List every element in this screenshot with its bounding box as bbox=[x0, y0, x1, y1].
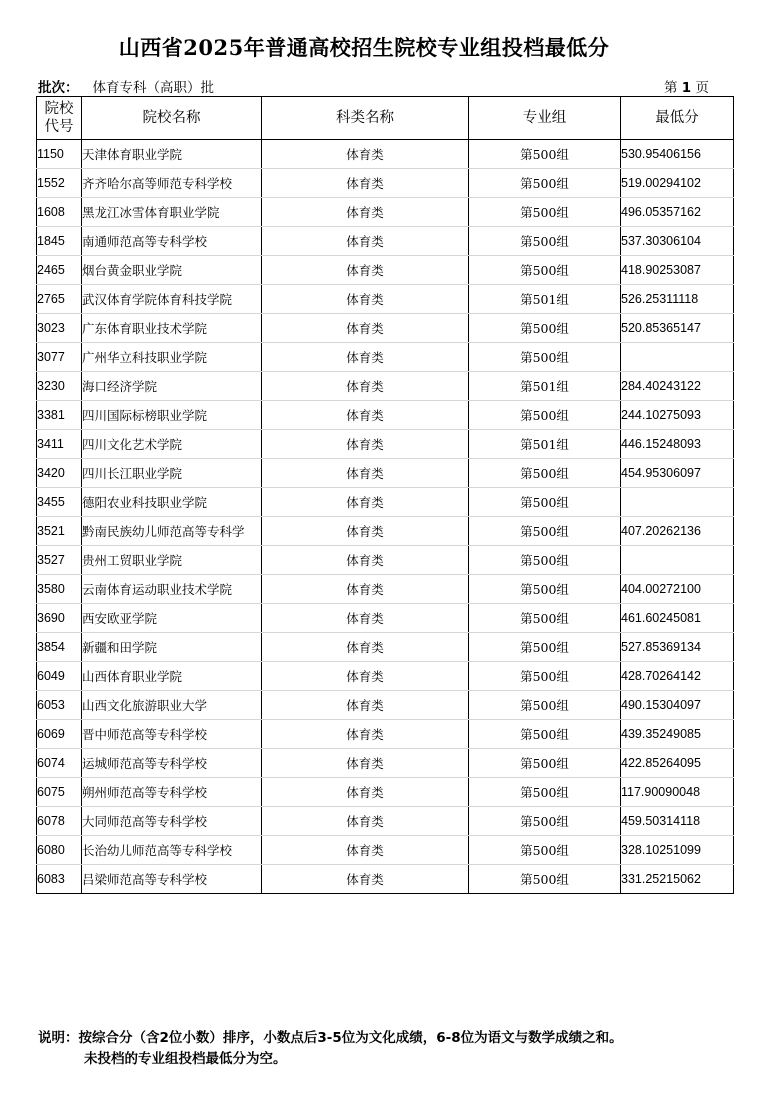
cell-group: 第500组 bbox=[469, 633, 621, 662]
cell-group: 第500组 bbox=[469, 749, 621, 778]
cell-category: 体育类 bbox=[262, 836, 469, 865]
cell-school: 黔南民族幼儿师范高等专科学 bbox=[82, 517, 262, 546]
table-row bbox=[37, 720, 734, 749]
cell-group: 第500组 bbox=[469, 662, 621, 691]
cell-score: 527.85369134 bbox=[621, 633, 734, 662]
cell-code: 1608 bbox=[37, 198, 82, 227]
cell-score: 530.95406156 bbox=[621, 140, 734, 169]
table-row bbox=[37, 836, 734, 865]
cell-category: 体育类 bbox=[262, 604, 469, 633]
batch-value: 体育专科（高职）批 bbox=[92, 80, 214, 96]
cell-code: 3580 bbox=[37, 575, 82, 604]
cell-school: 四川文化艺术学院 bbox=[82, 430, 262, 459]
cell-score: 520.85365147 bbox=[621, 314, 734, 343]
cell-code: 6049 bbox=[37, 662, 82, 691]
cell-code: 3854 bbox=[37, 633, 82, 662]
cell-score bbox=[621, 546, 734, 575]
score-table bbox=[36, 96, 734, 894]
cell-school: 长治幼儿师范高等专科学校 bbox=[82, 836, 262, 865]
cell-code: 2765 bbox=[37, 285, 82, 314]
cell-school: 山西体育职业学院 bbox=[82, 662, 262, 691]
cell-group: 第500组 bbox=[469, 314, 621, 343]
cell-code: 3230 bbox=[37, 372, 82, 401]
cell-score: 537.30306104 bbox=[621, 227, 734, 256]
cell-school: 德阳农业科技职业学院 bbox=[82, 488, 262, 517]
cell-category: 体育类 bbox=[262, 865, 469, 894]
cell-category: 体育类 bbox=[262, 256, 469, 285]
cell-group: 第500组 bbox=[469, 575, 621, 604]
cell-code: 6053 bbox=[37, 691, 82, 720]
table-row bbox=[37, 807, 734, 836]
cell-code: 2465 bbox=[37, 256, 82, 285]
table-row bbox=[37, 285, 734, 314]
cell-school: 广州华立科技职业学院 bbox=[82, 343, 262, 372]
cell-score: 418.90253087 bbox=[621, 256, 734, 285]
cell-code: 3521 bbox=[37, 517, 82, 546]
cell-category: 体育类 bbox=[262, 633, 469, 662]
cell-code: 3455 bbox=[37, 488, 82, 517]
cell-group: 第500组 bbox=[469, 807, 621, 836]
cell-group: 第500组 bbox=[469, 140, 621, 169]
footnote-label: 说明： bbox=[38, 1030, 79, 1046]
footnote-line-2: 未投档的专业组投档最低分为空。 bbox=[84, 1051, 287, 1067]
cell-group: 第500组 bbox=[469, 691, 621, 720]
cell-score: 526.25311118 bbox=[621, 285, 734, 314]
page-title: 山西省2025年普通高校招生院校专业组投档最低分 bbox=[118, 35, 610, 60]
cell-score: 459.50314118 bbox=[621, 807, 734, 836]
cell-category: 体育类 bbox=[262, 517, 469, 546]
cell-category: 体育类 bbox=[262, 546, 469, 575]
cell-category: 体育类 bbox=[262, 285, 469, 314]
cell-score: 439.35249085 bbox=[621, 720, 734, 749]
cell-school: 晋中师范高等专科学校 bbox=[82, 720, 262, 749]
cell-score: 328.10251099 bbox=[621, 836, 734, 865]
cell-category: 体育类 bbox=[262, 430, 469, 459]
cell-school: 武汉体育学院体育科技学院 bbox=[82, 285, 262, 314]
cell-category: 体育类 bbox=[262, 662, 469, 691]
footnote-text-1: 按综合分（含2位小数）排序，小数点后3-5位为文化成绩，6-8位为语文与数学成绩之和。 bbox=[78, 1030, 623, 1046]
cell-category: 体育类 bbox=[262, 314, 469, 343]
cell-group: 第500组 bbox=[469, 459, 621, 488]
cell-code: 6069 bbox=[37, 720, 82, 749]
cell-code: 3381 bbox=[37, 401, 82, 430]
table-row bbox=[37, 459, 734, 488]
cell-score: 519.00294102 bbox=[621, 169, 734, 198]
cell-group: 第500组 bbox=[469, 720, 621, 749]
cell-group: 第501组 bbox=[469, 372, 621, 401]
cell-code: 3023 bbox=[37, 314, 82, 343]
table-row bbox=[37, 691, 734, 720]
cell-score: 331.25215062 bbox=[621, 865, 734, 894]
cell-school: 黑龙江冰雪体育职业学院 bbox=[82, 198, 262, 227]
cell-category: 体育类 bbox=[262, 488, 469, 517]
cell-code: 6080 bbox=[37, 836, 82, 865]
table-row bbox=[37, 517, 734, 546]
cell-school: 朔州师范高等专科学校 bbox=[82, 778, 262, 807]
cell-school: 四川长江职业学院 bbox=[82, 459, 262, 488]
batch-info bbox=[38, 76, 214, 96]
cell-group: 第500组 bbox=[469, 488, 621, 517]
cell-group: 第500组 bbox=[469, 517, 621, 546]
table-row bbox=[37, 372, 734, 401]
table-row bbox=[37, 865, 734, 894]
cell-category: 体育类 bbox=[262, 575, 469, 604]
cell-code: 6075 bbox=[37, 778, 82, 807]
table-row bbox=[37, 169, 734, 198]
cell-school: 运城师范高等专科学校 bbox=[82, 749, 262, 778]
table-row bbox=[37, 314, 734, 343]
cell-group: 第500组 bbox=[469, 865, 621, 894]
page-suffix: 页 bbox=[695, 80, 709, 96]
table-row bbox=[37, 198, 734, 227]
cell-category: 体育类 bbox=[262, 459, 469, 488]
header-code-label: 院校 代号 bbox=[44, 101, 74, 135]
cell-group: 第500组 bbox=[469, 778, 621, 807]
cell-code: 6078 bbox=[37, 807, 82, 836]
cell-code: 6074 bbox=[37, 749, 82, 778]
cell-score: 490.15304097 bbox=[621, 691, 734, 720]
cell-group: 第500组 bbox=[469, 256, 621, 285]
cell-code: 1150 bbox=[37, 140, 82, 169]
page-number-value: 1 bbox=[681, 80, 692, 96]
cell-school: 云南体育运动职业技术学院 bbox=[82, 575, 262, 604]
cell-group: 第500组 bbox=[469, 604, 621, 633]
cell-category: 体育类 bbox=[262, 140, 469, 169]
cell-school: 广东体育职业技术学院 bbox=[82, 314, 262, 343]
page-prefix: 第 bbox=[664, 80, 678, 96]
cell-school: 南通师范高等专科学校 bbox=[82, 227, 262, 256]
cell-group: 第500组 bbox=[469, 198, 621, 227]
cell-category: 体育类 bbox=[262, 372, 469, 401]
footnote-line-1 bbox=[38, 1028, 623, 1049]
cell-code: 3411 bbox=[37, 430, 82, 459]
cell-score: 422.85264095 bbox=[621, 749, 734, 778]
batch-label: 批次： bbox=[38, 80, 79, 96]
cell-score: 446.15248093 bbox=[621, 430, 734, 459]
cell-category: 体育类 bbox=[262, 778, 469, 807]
cell-code: 3690 bbox=[37, 604, 82, 633]
cell-school: 西安欧亚学院 bbox=[82, 604, 262, 633]
cell-score: 461.60245081 bbox=[621, 604, 734, 633]
cell-score: 454.95306097 bbox=[621, 459, 734, 488]
cell-score bbox=[621, 488, 734, 517]
cell-score: 428.70264142 bbox=[621, 662, 734, 691]
table-row bbox=[37, 401, 734, 430]
table-row bbox=[37, 575, 734, 604]
table-row bbox=[37, 546, 734, 575]
cell-school: 天津体育职业学院 bbox=[82, 140, 262, 169]
table-header-row bbox=[37, 97, 734, 140]
cell-category: 体育类 bbox=[262, 720, 469, 749]
cell-school: 吕梁师范高等专科学校 bbox=[82, 865, 262, 894]
table-body bbox=[37, 140, 734, 894]
cell-category: 体育类 bbox=[262, 691, 469, 720]
header-code bbox=[37, 97, 82, 140]
cell-code: 1552 bbox=[37, 169, 82, 198]
table-row bbox=[37, 604, 734, 633]
cell-school: 新疆和田学院 bbox=[82, 633, 262, 662]
header-group: 专业组 bbox=[469, 97, 621, 140]
cell-school: 贵州工贸职业学院 bbox=[82, 546, 262, 575]
cell-category: 体育类 bbox=[262, 169, 469, 198]
cell-school: 大同师范高等专科学校 bbox=[82, 807, 262, 836]
cell-score: 117.90090048 bbox=[621, 778, 734, 807]
cell-school: 四川国际标榜职业学院 bbox=[82, 401, 262, 430]
cell-group: 第500组 bbox=[469, 546, 621, 575]
cell-category: 体育类 bbox=[262, 343, 469, 372]
cell-category: 体育类 bbox=[262, 198, 469, 227]
cell-code: 3420 bbox=[37, 459, 82, 488]
header-category: 科类名称 bbox=[262, 97, 469, 140]
cell-group: 第500组 bbox=[469, 227, 621, 256]
cell-score bbox=[621, 343, 734, 372]
cell-category: 体育类 bbox=[262, 227, 469, 256]
cell-group: 第501组 bbox=[469, 430, 621, 459]
cell-code: 1845 bbox=[37, 227, 82, 256]
header-school: 院校名称 bbox=[82, 97, 262, 140]
cell-code: 3527 bbox=[37, 546, 82, 575]
cell-group: 第500组 bbox=[469, 836, 621, 865]
cell-category: 体育类 bbox=[262, 749, 469, 778]
cell-score: 496.05357162 bbox=[621, 198, 734, 227]
cell-group: 第501组 bbox=[469, 285, 621, 314]
cell-code: 6083 bbox=[37, 865, 82, 894]
cell-category: 体育类 bbox=[262, 401, 469, 430]
table-row bbox=[37, 430, 734, 459]
cell-score: 404.00272100 bbox=[621, 575, 734, 604]
cell-category: 体育类 bbox=[262, 807, 469, 836]
cell-score: 284.40243122 bbox=[621, 372, 734, 401]
table-row bbox=[37, 662, 734, 691]
table-row bbox=[37, 140, 734, 169]
cell-group: 第500组 bbox=[469, 343, 621, 372]
cell-school: 齐齐哈尔高等师范专科学校 bbox=[82, 169, 262, 198]
cell-school: 烟台黄金职业学院 bbox=[82, 256, 262, 285]
table-row bbox=[37, 256, 734, 285]
cell-group: 第500组 bbox=[469, 401, 621, 430]
cell-score: 244.10275093 bbox=[621, 401, 734, 430]
table-row bbox=[37, 227, 734, 256]
table-row bbox=[37, 488, 734, 517]
cell-school: 海口经济学院 bbox=[82, 372, 262, 401]
table-row bbox=[37, 749, 734, 778]
table-row bbox=[37, 778, 734, 807]
cell-code: 3077 bbox=[37, 343, 82, 372]
cell-score: 407.20262136 bbox=[621, 517, 734, 546]
footnote bbox=[38, 1028, 623, 1070]
cell-group: 第500组 bbox=[469, 169, 621, 198]
page-number bbox=[664, 76, 709, 96]
table-row bbox=[37, 633, 734, 662]
table-row bbox=[37, 343, 734, 372]
header-score: 最低分 bbox=[621, 97, 734, 140]
cell-school: 山西文化旅游职业大学 bbox=[82, 691, 262, 720]
